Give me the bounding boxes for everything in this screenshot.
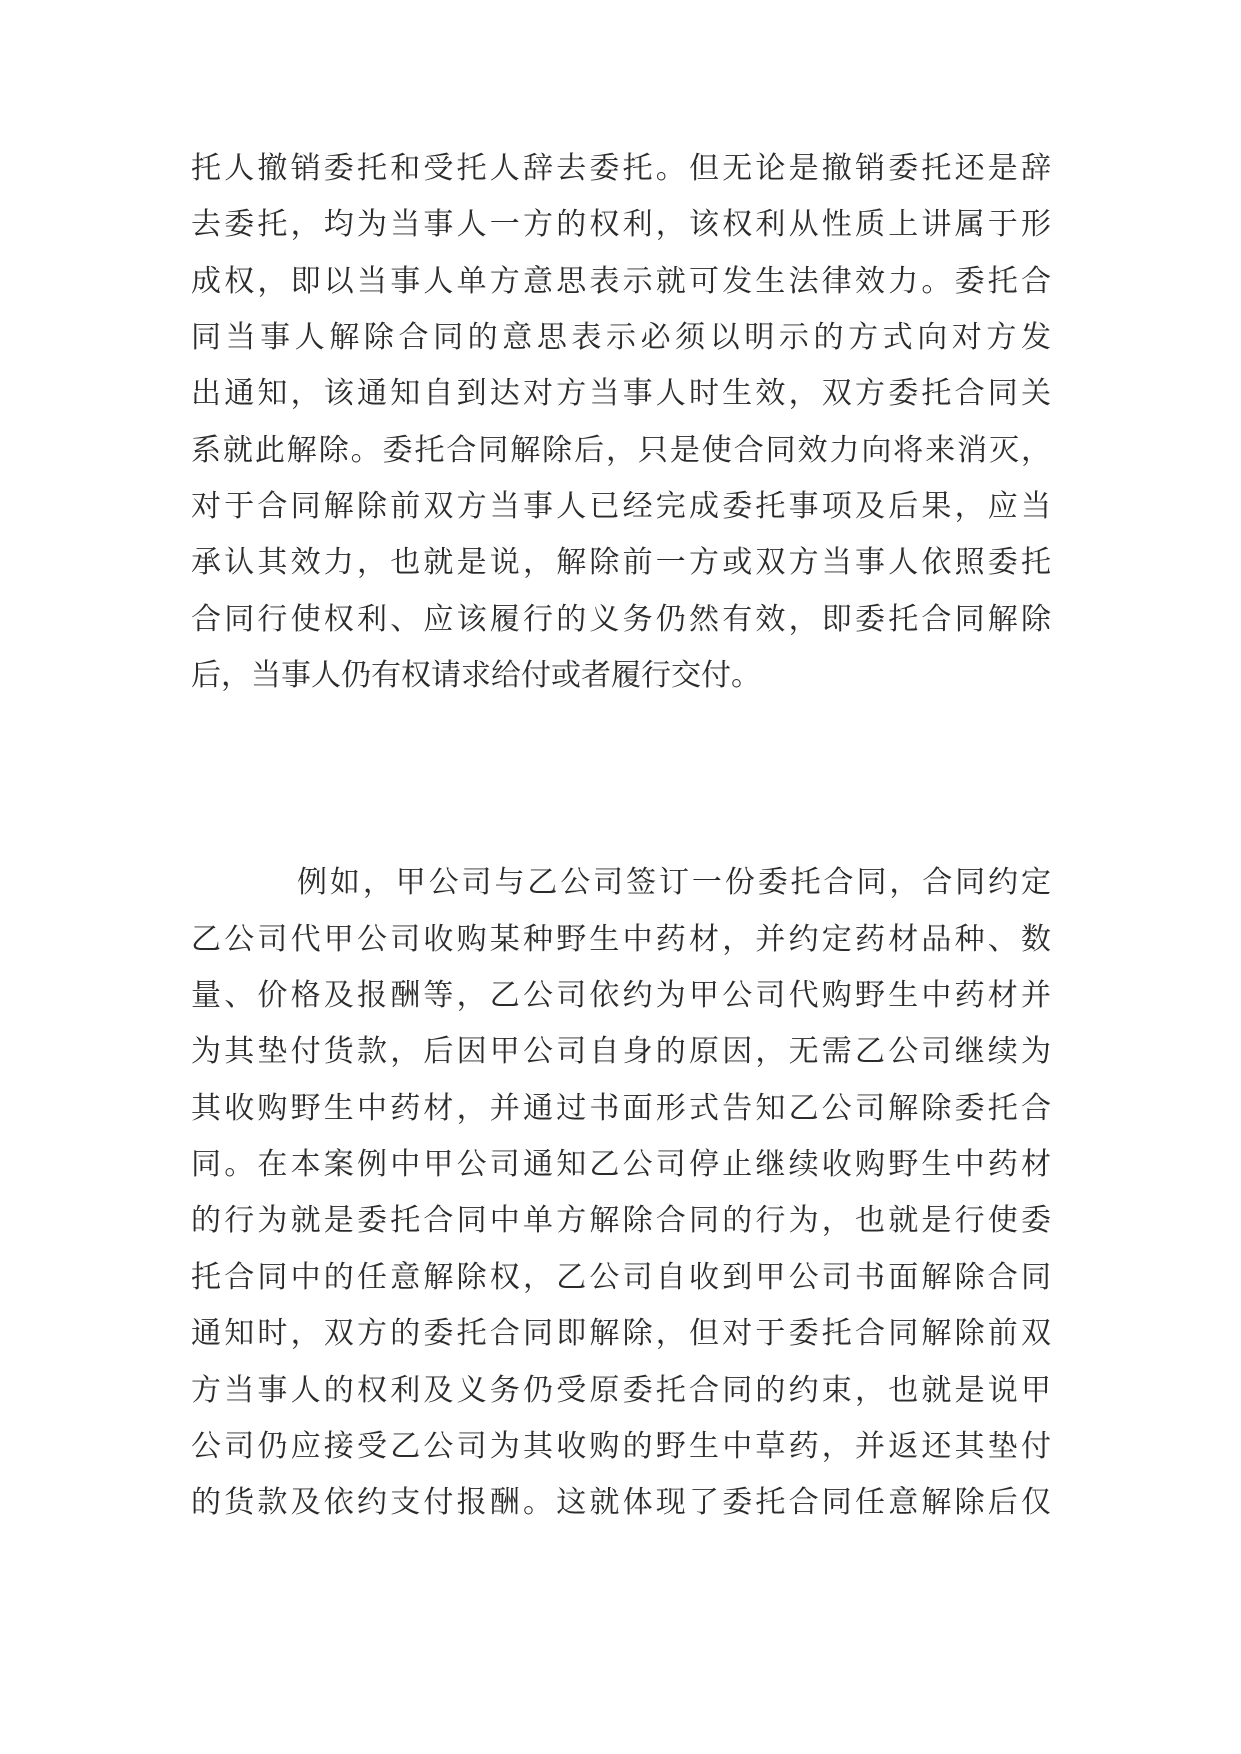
paragraph-1-line-5: 出通知，该通知自到达对方当事人时生效，双方委托合同关 <box>191 376 1051 411</box>
paragraph-2-line-9: 通知时，双方的委托合同即解除，但对于委托合同解除前双 <box>191 1316 1051 1351</box>
paragraph-2-line-2: 乙公司代甲公司收购某种野生中药材，并约定药材品种、数 <box>191 922 1051 957</box>
paragraph-1-line-6: 系就此解除。委托合同解除后，只是使合同效力向将来消灭， <box>191 433 1051 468</box>
paragraph-1-line-10: 后，当事人仍有权请求给付或者履行交付。 <box>191 658 761 693</box>
paragraph-2-line-1: 例如，甲公司与乙公司签订一份委托合同，合同约定 <box>297 865 1051 900</box>
paragraph-2-line-12: 的货款及依约支付报酬。这就体现了委托合同任意解除后仅 <box>191 1485 1051 1520</box>
paragraph-1-line-7: 对于合同解除前双方当事人已经完成委托事项及后果，应当 <box>191 489 1051 524</box>
paragraph-2-line-10: 方当事人的权利及义务仍受原委托合同的约束，也就是说甲 <box>191 1373 1051 1408</box>
paragraph-1-line-2: 去委托，均为当事人一方的权利，该权利从性质上讲属于形 <box>191 207 1051 242</box>
paragraph-2-line-6: 同。在本案例中甲公司通知乙公司停止继续收购野生中药材 <box>191 1147 1051 1182</box>
paragraph-2-line-3: 量、价格及报酬等，乙公司依约为甲公司代购野生中药材并 <box>191 978 1051 1013</box>
paragraph-2-line-8: 托合同中的任意解除权，乙公司自收到甲公司书面解除合同 <box>191 1260 1051 1295</box>
paragraph-2-line-11: 公司仍应接受乙公司为其收购的野生中草药，并返还其垫付 <box>191 1429 1051 1464</box>
paragraph-1-line-4: 同当事人解除合同的意思表示必须以明示的方式向对方发 <box>191 320 1051 355</box>
paragraph-1-line-3: 成权，即以当事人单方意思表示就可发生法律效力。委托合 <box>191 264 1051 299</box>
paragraph-2-line-7: 的行为就是委托合同中单方解除合同的行为，也就是行使委 <box>191 1203 1051 1238</box>
paragraph-2-line-4: 为其垫付货款，后因甲公司自身的原因，无需乙公司继续为 <box>191 1034 1051 1069</box>
paragraph-2-line-5: 其收购野生中药材，并通过书面形式告知乙公司解除委托合 <box>191 1091 1051 1126</box>
paragraph-1-line-9: 合同行使权利、应该履行的义务仍然有效，即委托合同解除 <box>191 602 1051 637</box>
paragraph-1-line-1: 托人撤销委托和受托人辞去委托。但无论是撤销委托还是辞 <box>191 151 1051 186</box>
paragraph-1-line-8: 承认其效力，也就是说，解除前一方或双方当事人依照委托 <box>191 545 1051 580</box>
